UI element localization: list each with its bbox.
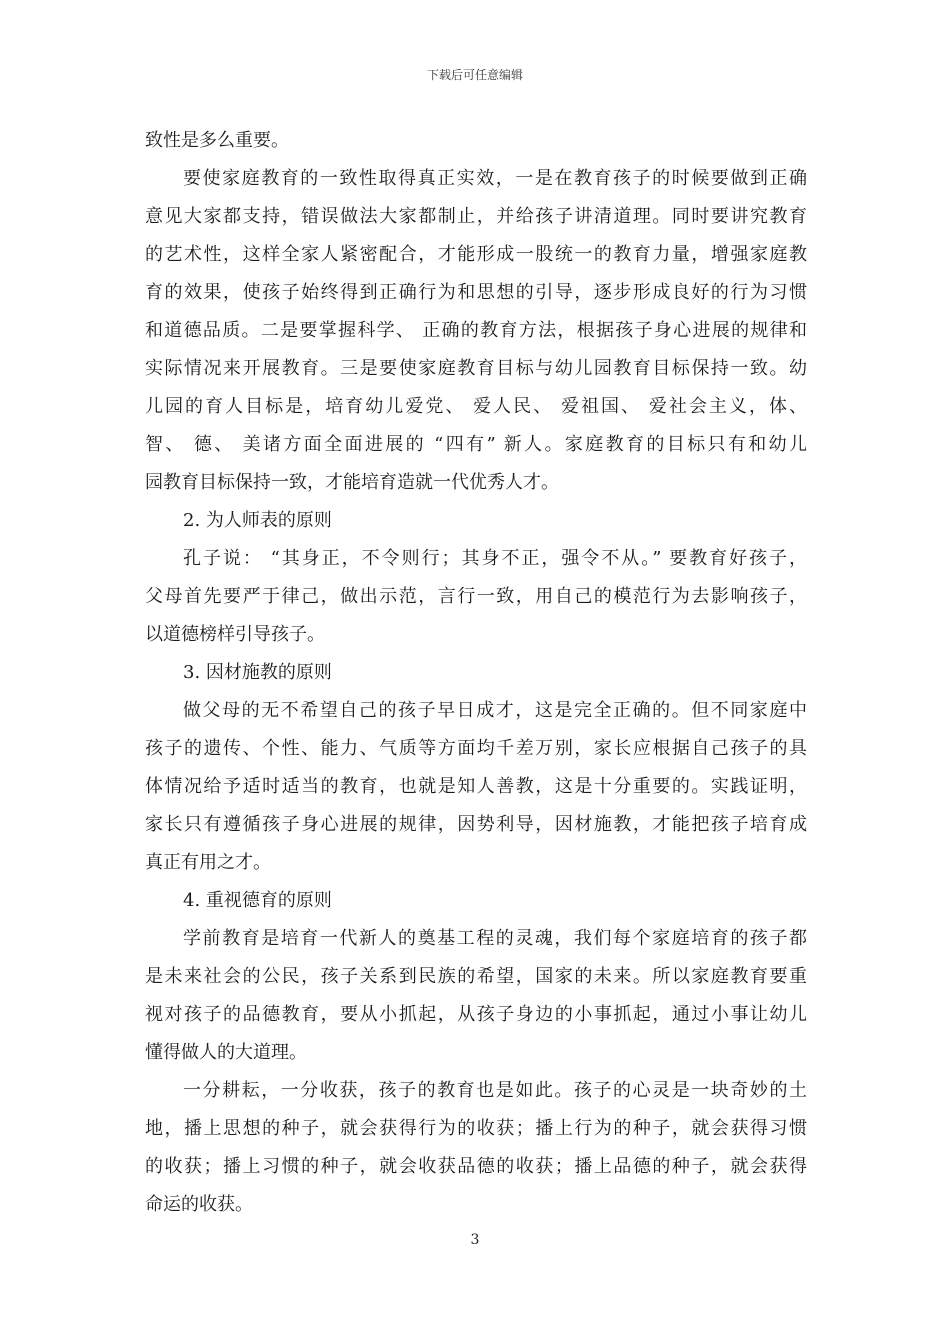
text-line: 要使家庭教育的一致性取得真正实效，一是在教育孩子的时候要做到正确: [183, 168, 807, 189]
text-line: 地，播上思想的种子，就会获得行为的收获；播上行为的种子，就会获得习惯: [145, 1118, 807, 1139]
section-heading: 4. 重视德育的原则: [183, 890, 332, 911]
text-line: 父母首先要严于律己，做出示范，言行一致，用自己的模范行为去影响孩子，: [145, 586, 807, 607]
document-body: [145, 122, 807, 1224]
page-header: 下载后可任意编辑: [426, 68, 523, 82]
text-line: 体情况给予适时适当的教育，也就是知人善教，这是十分重要的。实践证明，: [145, 776, 807, 797]
text-line: 的艺术性，这样全家人紧密配合，才能形成一股统一的教育力量，增强家庭教: [145, 244, 807, 265]
text-line: 懂得做人的大道理。: [145, 1042, 307, 1063]
text-line: 做父母的无不希望自己的孩子早日成才，这是完全正确的。但不同家庭中: [183, 700, 807, 721]
text-line: 智、 德、 美诸方面全面进展的 “四有” 新人。家庭教育的目标只有和幼儿: [145, 434, 807, 455]
text-line: 视对孩子的品德教育，要从小抓起，从孩子身边的小事抓起，通过小事让幼儿: [145, 1004, 807, 1025]
text-line: 实际情况来开展教育。三是要使家庭教育目标与幼儿园教育目标保持一致。幼: [145, 358, 807, 379]
text-line: 的收获；播上习惯的种子，就会收获品德的收获；播上品德的种子，就会获得: [145, 1156, 807, 1177]
section-heading: 2. 为人师表的原则: [183, 510, 332, 531]
section-heading: 3. 因材施教的原则: [183, 662, 332, 683]
text-line: 家长只有遵循孩子身心进展的规律，因势利导，因材施教，才能把孩子培育成: [145, 814, 807, 835]
text-line: 一分耕耘，一分收获，孩子的教育也是如此。孩子的心灵是一块奇妙的土: [183, 1080, 807, 1101]
text-line: 园教育目标保持一致，才能培育造就一代优秀人才。: [145, 472, 559, 493]
text-line: 和道德品质。二是要掌握科学、 正确的教育方法，根据孩子身心进展的规律和: [145, 320, 807, 341]
text-line: 真正有用之才。: [145, 852, 271, 873]
text-line: 是未来社会的公民，孩子关系到民族的希望，国家的未来。所以家庭教育要重: [145, 966, 807, 987]
text-line: 以道德榜样引导孩子。: [145, 624, 325, 645]
text-line: 学前教育是培育一代新人的奠基工程的灵魂，我们每个家庭培育的孩子都: [183, 928, 807, 949]
text-line: 致性是多么重要。: [145, 130, 289, 151]
text-line: 孩子的遗传、个性、能力、气质等方面均千差万别，家长应根据自己孩子的具: [145, 738, 807, 759]
text-line: 孔子说： “其身正，不令则行；其身不正，强令不从。” 要教育好孩子，: [183, 548, 807, 569]
text-line: 儿园的育人目标是，培育幼儿爱党、 爱人民、 爱祖国、 爱社会主义，体、: [145, 396, 807, 417]
text-line: 意见大家都支持，错误做法大家都制止，并给孩子讲清道理。同时要讲究教育: [145, 206, 807, 227]
text-line: 育的效果，使孩子始终得到正确行为和思想的引导，逐步形成良好的行为习惯: [145, 282, 807, 303]
page-number: 3: [470, 1232, 480, 1248]
text-line: 命运的收获。: [145, 1194, 253, 1215]
